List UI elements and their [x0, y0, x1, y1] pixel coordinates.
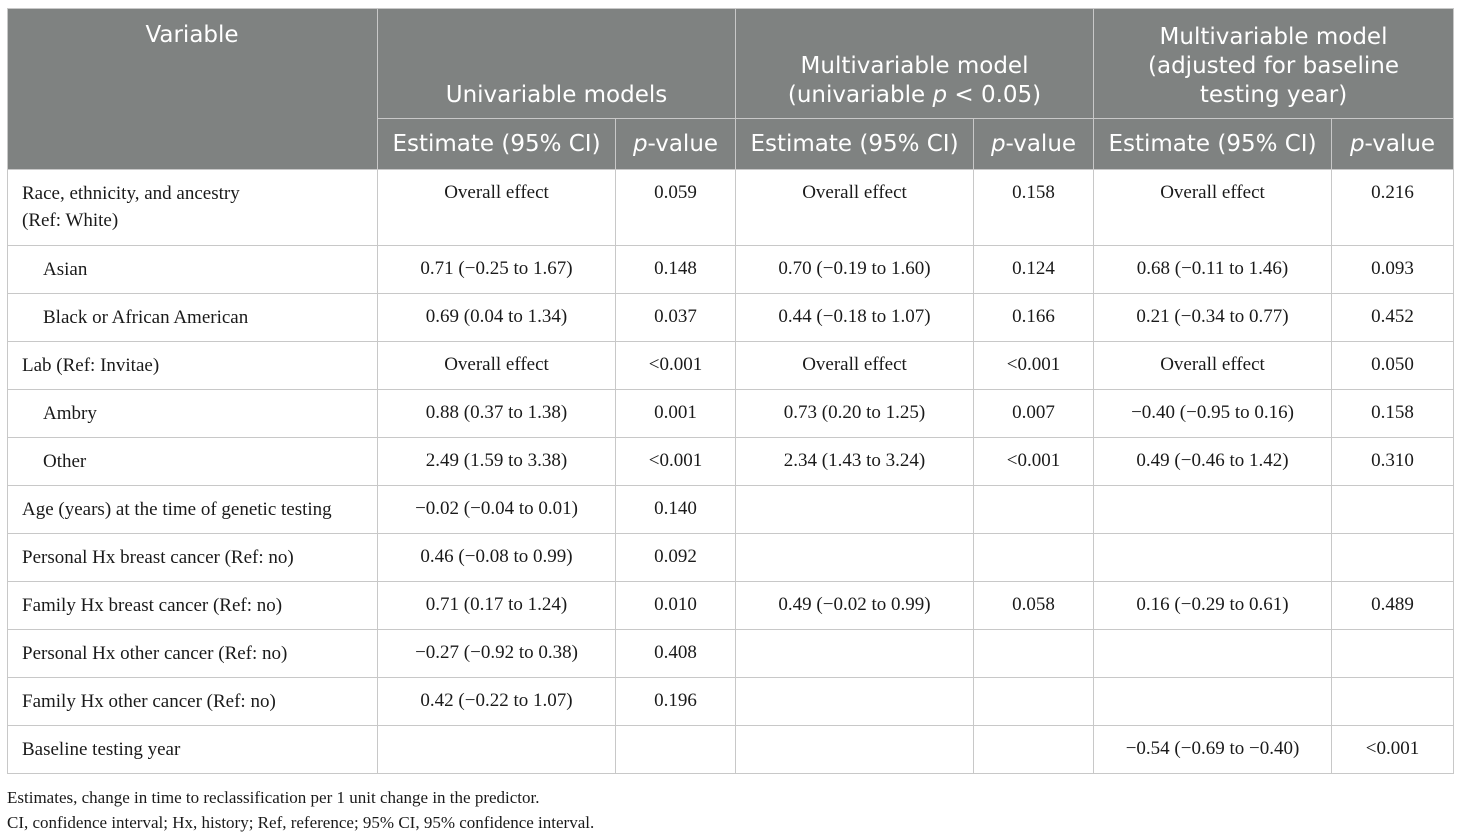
- cell-adj-estimate: [1094, 630, 1332, 678]
- cell-multi-p: 0.158: [974, 170, 1094, 246]
- table-footnotes: [7, 785, 594, 835]
- cell-adj-p: [1332, 486, 1454, 534]
- cell-adj-estimate: [1094, 534, 1332, 582]
- table-body: [8, 170, 1454, 774]
- row-variable: Baseline testing year: [8, 726, 378, 774]
- header-adjusted: [1094, 9, 1454, 119]
- header-multivariable-p: p: [932, 82, 948, 108]
- header-estimate-uni: [378, 119, 616, 170]
- cell-adj-p: 0.310: [1332, 438, 1454, 486]
- pvalue-p: p: [990, 130, 1006, 157]
- cell-multi-p: [974, 630, 1094, 678]
- cell-adj-p: [1332, 678, 1454, 726]
- cell-uni-p: 0.148: [616, 246, 736, 294]
- header-adjusted-line2: (adjusted for baseline: [1148, 53, 1399, 79]
- cell-uni-estimate: 2.49 (1.59 to 3.38): [378, 438, 616, 486]
- cell-multi-p: <0.001: [974, 342, 1094, 390]
- row-variable: Other: [8, 438, 378, 486]
- pvalue-rest: -value: [647, 130, 719, 157]
- header-variable: [8, 9, 378, 170]
- cell-uni-p: <0.001: [616, 342, 736, 390]
- header-univariable-label: Univariable models: [445, 82, 668, 108]
- cell-multi-estimate: 0.49 (−0.02 to 0.99): [736, 582, 974, 630]
- row-variable: Personal Hx breast cancer (Ref: no): [8, 534, 378, 582]
- cell-multi-estimate: 0.70 (−0.19 to 1.60): [736, 246, 974, 294]
- cell-adj-p: [1332, 534, 1454, 582]
- cell-uni-p: 0.140: [616, 486, 736, 534]
- cell-adj-estimate: Overall effect: [1094, 170, 1332, 246]
- header-estimate-adj: [1094, 119, 1332, 170]
- pvalue-rest: -value: [1005, 130, 1077, 157]
- row-variable-line2: (Ref: White): [22, 210, 119, 231]
- pvalue-rest: -value: [1364, 130, 1436, 157]
- table-row: [8, 582, 1454, 630]
- cell-adj-estimate: −0.40 (−0.95 to 0.16): [1094, 390, 1332, 438]
- header-multivariable-line2-post: < 0.05): [947, 82, 1042, 108]
- cell-adj-estimate: [1094, 678, 1332, 726]
- cell-multi-estimate: 2.34 (1.43 to 3.24): [736, 438, 974, 486]
- table-row: [8, 678, 1454, 726]
- header-multivariable: [736, 9, 1094, 119]
- cell-uni-estimate: −0.27 (−0.92 to 0.38): [378, 630, 616, 678]
- row-variable: Family Hx breast cancer (Ref: no): [8, 582, 378, 630]
- cell-multi-p: 0.058: [974, 582, 1094, 630]
- cell-multi-p: [974, 534, 1094, 582]
- cell-multi-estimate: 0.73 (0.20 to 1.25): [736, 390, 974, 438]
- cell-adj-p: 0.158: [1332, 390, 1454, 438]
- table-row: [8, 246, 1454, 294]
- cell-uni-p: [616, 726, 736, 774]
- cell-adj-p: 0.093: [1332, 246, 1454, 294]
- cell-uni-estimate: 0.71 (−0.25 to 1.67): [378, 246, 616, 294]
- row-variable-line1: Race, ethnicity, and ancestry: [22, 183, 240, 204]
- cell-uni-estimate: 0.88 (0.37 to 1.38): [378, 390, 616, 438]
- row-variable: Age (years) at the time of genetic testing: [8, 486, 378, 534]
- header-estimate-multi: [736, 119, 974, 170]
- pvalue-p: p: [1349, 130, 1365, 157]
- pvalue-p: p: [632, 130, 648, 157]
- cell-multi-p: [974, 726, 1094, 774]
- estimate-label: Estimate (95% CI): [1108, 130, 1317, 157]
- cell-adj-estimate: 0.21 (−0.34 to 0.77): [1094, 294, 1332, 342]
- cell-uni-p: 0.092: [616, 534, 736, 582]
- cell-adj-p: 0.452: [1332, 294, 1454, 342]
- row-variable: Lab (Ref: Invitae): [8, 342, 378, 390]
- cell-uni-estimate: 0.42 (−0.22 to 1.07): [378, 678, 616, 726]
- estimate-label: Estimate (95% CI): [750, 130, 959, 157]
- table-row: [8, 294, 1454, 342]
- cell-multi-estimate: [736, 678, 974, 726]
- cell-multi-estimate: [736, 534, 974, 582]
- table-header: [8, 9, 1454, 170]
- cell-uni-p: 0.001: [616, 390, 736, 438]
- cell-uni-estimate: 0.46 (−0.08 to 0.99): [378, 534, 616, 582]
- header-pvalue-multi: [974, 119, 1094, 170]
- cell-adj-p: 0.489: [1332, 582, 1454, 630]
- cell-adj-p: [1332, 630, 1454, 678]
- cell-uni-estimate: 0.71 (0.17 to 1.24): [378, 582, 616, 630]
- cell-multi-p: [974, 678, 1094, 726]
- cell-multi-estimate: [736, 726, 974, 774]
- header-variable-label: Variable: [145, 22, 239, 48]
- cell-uni-p: 0.037: [616, 294, 736, 342]
- cell-uni-p: 0.196: [616, 678, 736, 726]
- cell-uni-estimate: Overall effect: [378, 342, 616, 390]
- cell-uni-p: <0.001: [616, 438, 736, 486]
- cell-multi-p: 0.007: [974, 390, 1094, 438]
- row-variable: Personal Hx other cancer (Ref: no): [8, 630, 378, 678]
- cell-multi-p: <0.001: [974, 438, 1094, 486]
- cell-multi-estimate: 0.44 (−0.18 to 1.07): [736, 294, 974, 342]
- table-row: [8, 486, 1454, 534]
- cell-adj-estimate: 0.16 (−0.29 to 0.61): [1094, 582, 1332, 630]
- cell-multi-p: [974, 486, 1094, 534]
- table-row: [8, 726, 1454, 774]
- header-pvalue-uni: [616, 119, 736, 170]
- table-row: [8, 390, 1454, 438]
- estimate-label: Estimate (95% CI): [392, 130, 601, 157]
- row-variable: [8, 170, 378, 246]
- cell-uni-p: 0.059: [616, 170, 736, 246]
- cell-uni-estimate: 0.69 (0.04 to 1.34): [378, 294, 616, 342]
- header-adjusted-line3: testing year): [1199, 82, 1348, 108]
- table-row: [8, 630, 1454, 678]
- cell-multi-p: 0.124: [974, 246, 1094, 294]
- row-variable: Black or African American: [8, 294, 378, 342]
- header-adjusted-line1: Multivariable model: [1159, 24, 1388, 50]
- cell-multi-estimate: [736, 486, 974, 534]
- header-pvalue-adj: [1332, 119, 1454, 170]
- results-table: [7, 8, 1454, 774]
- cell-uni-estimate: −0.02 (−0.04 to 0.01): [378, 486, 616, 534]
- cell-uni-estimate: Overall effect: [378, 170, 616, 246]
- header-multivariable-line2-pre: (univariable: [787, 82, 933, 108]
- cell-multi-estimate: Overall effect: [736, 170, 974, 246]
- header-multivariable-line1: Multivariable model: [800, 53, 1029, 79]
- table-row: [8, 438, 1454, 486]
- footnote-estimates: Estimates, change in time to reclassification per 1 unit change in the predictor.: [7, 788, 540, 807]
- cell-adj-estimate: −0.54 (−0.69 to −0.40): [1094, 726, 1332, 774]
- cell-adj-p: <0.001: [1332, 726, 1454, 774]
- cell-uni-p: 0.010: [616, 582, 736, 630]
- cell-adj-estimate: 0.49 (−0.46 to 1.42): [1094, 438, 1332, 486]
- row-variable: Family Hx other cancer (Ref: no): [8, 678, 378, 726]
- cell-uni-estimate: [378, 726, 616, 774]
- row-variable: Ambry: [8, 390, 378, 438]
- cell-adj-p: 0.216: [1332, 170, 1454, 246]
- table-row: [8, 170, 1454, 246]
- cell-multi-estimate: [736, 630, 974, 678]
- header-univariable: [378, 9, 736, 119]
- cell-adj-estimate: 0.68 (−0.11 to 1.46): [1094, 246, 1332, 294]
- cell-multi-estimate: Overall effect: [736, 342, 974, 390]
- row-variable: Asian: [8, 246, 378, 294]
- cell-uni-p: 0.408: [616, 630, 736, 678]
- cell-adj-estimate: [1094, 486, 1332, 534]
- table-row: [8, 342, 1454, 390]
- footnote-abbreviations: CI, confidence interval; Hx, history; Ref, reference; 95% CI, 95% confidence interval.: [7, 813, 595, 832]
- cell-multi-p: 0.166: [974, 294, 1094, 342]
- cell-adj-estimate: Overall effect: [1094, 342, 1332, 390]
- table-row: [8, 534, 1454, 582]
- cell-adj-p: 0.050: [1332, 342, 1454, 390]
